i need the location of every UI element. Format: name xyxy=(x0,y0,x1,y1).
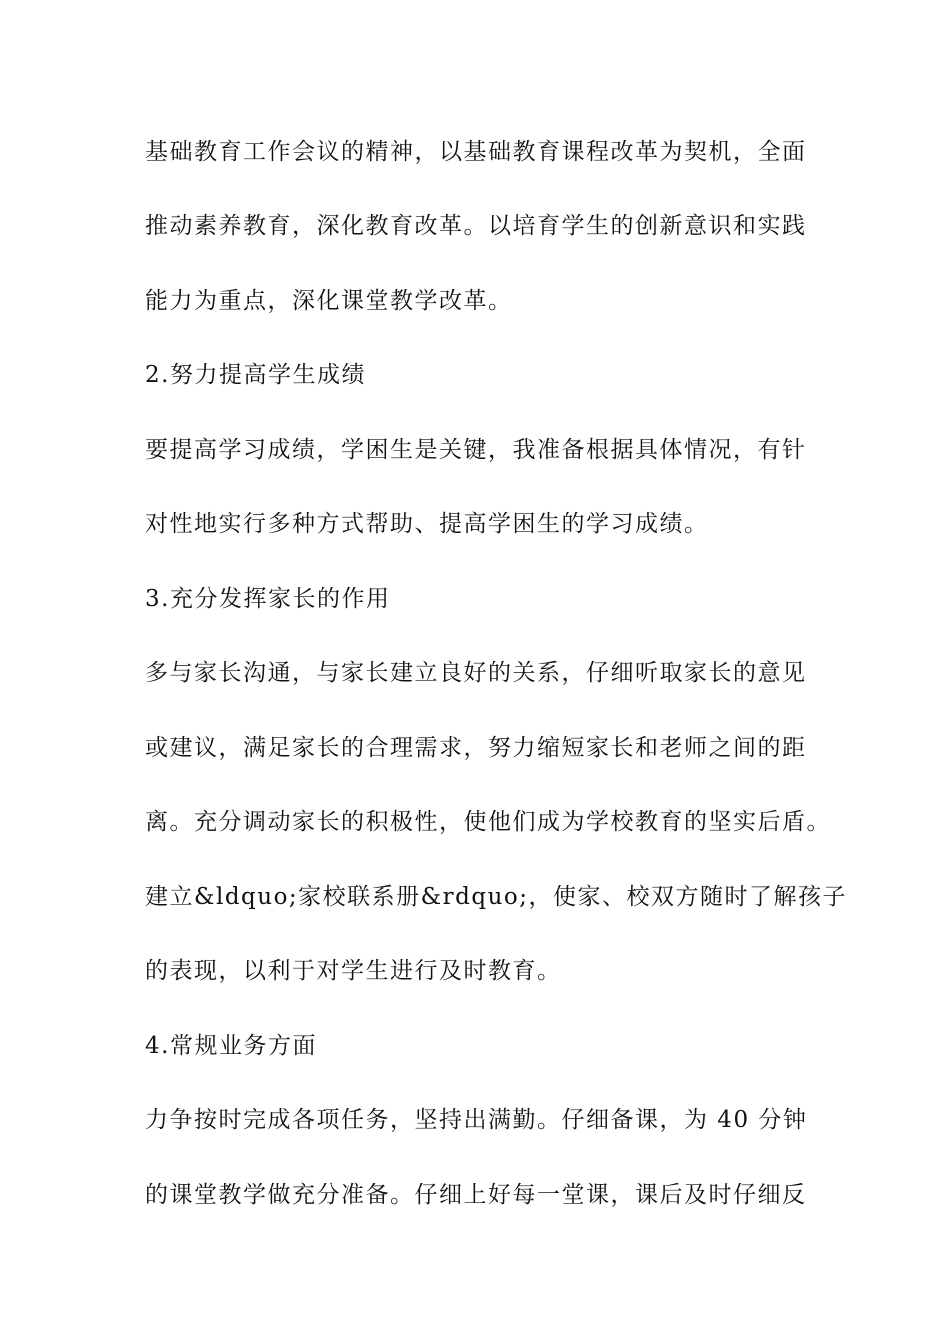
text-line: 的表现，以利于对学生进行及时教育。 xyxy=(145,958,562,984)
text-line: 多与家长沟通，与家长建立良好的关系，仔细听取家长的意见 xyxy=(145,660,807,686)
text-line: 力争按时完成各项任务，坚持出满勤。仔细备课，为 40 分钟 xyxy=(145,1107,808,1133)
text-line: 对性地实行多种方式帮助、提高学困生的学习成绩。 xyxy=(145,511,709,537)
section-heading: 3.充分发挥家长的作用 xyxy=(145,586,391,612)
text-line: 推动素养教育，深化教育改革。以培育学生的创新意识和实践 xyxy=(145,213,807,239)
text-line: 离。充分调动家长的积极性，使他们成为学校教育的坚实后盾。 xyxy=(145,809,831,835)
text-line: 要提高学习成绩，学困生是关键，我准备根据具体情况，有针 xyxy=(145,437,807,463)
text-line: 的课堂教学做充分准备。仔细上好每一堂课，课后及时仔细反 xyxy=(145,1182,807,1208)
text-line: 或建议，满足家长的合理需求，努力缩短家长和老师之间的距 xyxy=(145,735,807,761)
section-heading: 4.常规业务方面 xyxy=(145,1033,317,1059)
text-line: 能力为重点，深化课堂教学改革。 xyxy=(145,288,513,314)
section-heading: 2.努力提高学生成绩 xyxy=(145,362,366,388)
text-line: 基础教育工作会议的精神，以基础教育课程改革为契机，全面 xyxy=(145,139,807,165)
text-line: 建立&ldquo;家校联系册&rdquo;，使家、校双方随时了解孩子 xyxy=(145,884,848,910)
